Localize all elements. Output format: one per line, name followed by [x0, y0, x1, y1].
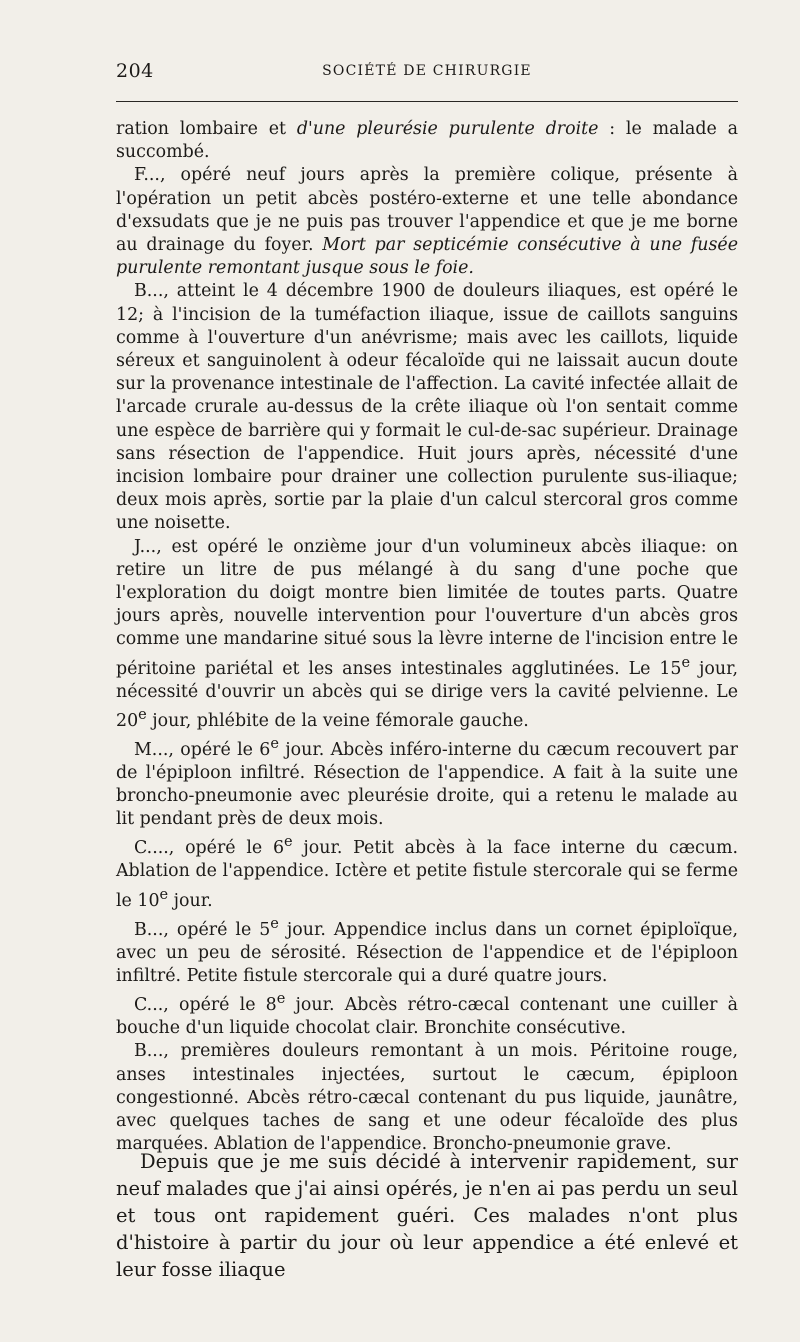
paragraph-p2 [116, 280, 738, 535]
italic-text: d'une pleurésie purulente droite [296, 119, 599, 139]
closing-paragraph: Depuis que je me suis décidé à intervenir rapidement, sur neuf malades que j'ai ainsi opérés, je n'en ai pas perdu un seul et tous ont rapidement guéri. Ces malades n'ont plus d'histoire à partir du jour où leur appendice a été enlevé et leur fosse iliaque [116, 1150, 738, 1281]
text-run: F..., opéré neuf jours après la première colique, présente à l'opération un petit abcès postéro-externe et une telle abondance d'exsudats que je ne puis pas trouver l'appendice et que je me borne au drainage du foyer. [116, 165, 738, 256]
paragraph-p7 [116, 988, 738, 1040]
text-run: B..., opéré le 5 [134, 919, 271, 940]
page-number: 204 [116, 60, 154, 82]
text-run: : le malade a succombé. [116, 119, 738, 163]
superscript: e [284, 834, 293, 851]
text-run: B..., atteint le 4 décembre 1900 de douleurs iliaques, est opéré le 12; à l'incision de la tuméfaction iliaque, issue de caillots sanguins comme à l'ouverture d'un anévrisme; mais avec les caillots, liquide séreux et sanguinolent à odeur fécaloïde qui ne laissait aucun doute sur la provenance intestinale de l'affection. La cavité infectée allait de l'arcade crurale au-dessus de la crête iliaque où l'on sentait comme une espèce de barrière qui y formait le cul-de-sac supérieur. Drainage sans résection de l'appendice. Huit jours après, nécessité d'une incision lombaire pour drainer une collection purulente sus-iliaque; deux mois après, sortie par la plaie d'un calcul stercoral gros comme une noisette. [116, 281, 738, 534]
text-run: J..., est opéré le onzième jour d'un volumineux abcès iliaque: on retire un litre de pus mélangé à du sang d'une poche que l'exploration du doigt montre bien limitée de toutes parts. Quatre jours après, nouvelle intervention pour l'ouverture d'un abcès gros comme une mandarine situé sous la lèvre interne de l'incision entre le péritoine pariétal et les anses intestinales agglutinées. Le 15 [116, 536, 738, 679]
page-header [116, 60, 738, 90]
header-rule [116, 101, 738, 102]
paragraph-p3 [116, 536, 738, 733]
text-run: C...., opéré le 6 [134, 838, 285, 859]
text-run: jour. Abcès rétro-cæcal contenant une cuiller à bouche d'un liquide chocolat clair. Bronchite consécutive. [116, 994, 738, 1039]
closing-section [116, 1148, 738, 1283]
text-run: M..., opéré le 6 [134, 739, 271, 760]
paragraph-p4 [116, 733, 738, 832]
text-run: jour. Appendice inclus dans un cornet épiploïque, avec un peu de sérosité. Résection de l'appendice et de l'épiploon infiltré. Petite fistule stercorale qui a duré quatre jours. [116, 919, 738, 986]
text-run: jour. [168, 890, 213, 911]
text-run: jour. Petit abcès à la face interne du cæcum. Ablation de l'appendice. Ictère et petite fistule stercorale qui se ferme le 10 [116, 838, 739, 911]
superscript: e [681, 654, 691, 671]
text-run: jour. Abcès inféro-interne du cæcum recouvert par de l'épiploon infiltré. Résection de l'appendice. A fait à la suite une broncho-pneumonie avec pleurésie droite, qui a retenu le malade au lit pendant près de deux mois. [116, 739, 738, 830]
paragraph-p0 [116, 118, 738, 164]
superscript: e [159, 886, 169, 903]
superscript: e [138, 706, 147, 723]
paragraph-p1 [116, 164, 738, 280]
text-run: B..., premières douleurs remontant à un mois. Péritoine rouge, anses intestinales injectées, surtout le cæcum, épiploon congestionné. Abcès rétro-cæcal contenant du pus liquide, jaunâtre, avec quelques taches de sang et une odeur fécaloïde des plus marquées. Ablation de l'appendice. Broncho-pneumonie grave. [116, 1041, 738, 1155]
superscript: e [270, 915, 279, 932]
text-run: C..., opéré le 8 [134, 994, 277, 1015]
paragraph-p8 [116, 1040, 738, 1156]
case-reports-body [116, 118, 738, 1156]
text-run: jour, nécessité d'ouvrir un abcès qui se dirige vers la cavité pelvienne. Le 20 [116, 658, 738, 731]
paragraph-p5 [116, 831, 738, 912]
italic-text: Mort par septicémie consécutive à une fusée purulente remontant jusque sous le foie. [116, 235, 738, 279]
paragraph-p6 [116, 913, 738, 988]
running-title: SOCIÉTÉ DE CHIRURGIE [322, 63, 532, 79]
text-run: ration lombaire et [116, 119, 297, 139]
text-run: jour, phlébite de la veine fémorale gauche. [146, 710, 529, 731]
superscript: e [270, 735, 279, 752]
superscript: e [276, 991, 286, 1008]
